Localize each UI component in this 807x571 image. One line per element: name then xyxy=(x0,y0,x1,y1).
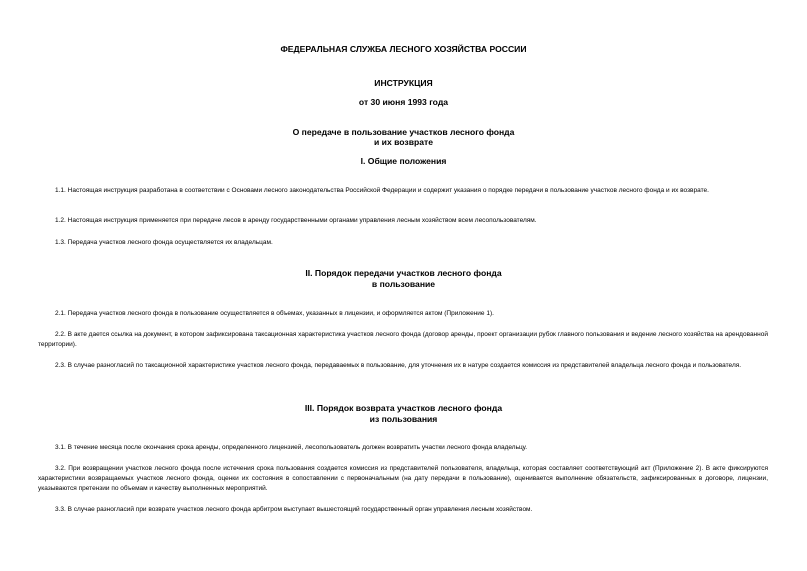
paragraph-1-3: 1.3. Передача участков лесного фонда осуществляется их владельцам. xyxy=(55,239,273,246)
paragraph-3-1: 3.1. В течение месяца после окончания срока аренды, определенного лицензией, лесопользователь должен возвратить участки лесного фонда владельцу. xyxy=(55,444,528,451)
agency-name: ФЕДЕРАЛЬНАЯ СЛУЖБА ЛЕСНОГО ХОЗЯЙСТВА РОССИИ xyxy=(280,44,527,54)
paragraph-3-2: 3.2. При возвращении участков лесного фонда после истечения срока пользования создается комиссия из представителей пользователя, владельца, которая составляет соответствующий акт (Приложение 2). В акте фиксируются характеристики возвращаемых участков лесного фонда, оценки их состояния в сопоставлении с первоначальным (на дату передачи в пользование), оценивается выполнение обязательств, зафиксированных в договоре, лицензии, указываются претензии по объемам и качеству выполненных мероприятий. xyxy=(38,465,768,492)
document-type: ИНСТРУКЦИЯ xyxy=(374,78,433,88)
paragraph-1-2: 1.2. Настоящая инструкция применяется при передаче лесов в аренду государственными органами управления лесным хозяйством всем лесопользователям. xyxy=(55,217,537,224)
section-2-heading-line-2: в пользование xyxy=(371,279,436,289)
paragraph-2-1: 2.1. Передача участков лесного фонда в пользование осуществляется в объемах, указанных в лицензии, и оформляется актом (Приложение 1). xyxy=(55,310,494,317)
section-3-heading-line-2: из пользования xyxy=(369,414,438,424)
paragraph-2-3: 2.3. В случае разногласий по таксационной характеристике участков лесного фонда, передаваемых в пользование, для уточнения их в натуре создается комиссия из представителей владельца лесного фонда и пользователя. xyxy=(55,362,742,369)
document-title-line-2: и их возврате xyxy=(374,137,433,147)
paragraph-1-1: 1.1. Настоящая инструкция разработана в соответствии с Основами лесного законодательства Российской Федерации и содержит указания о порядке передачи в пользование участков лесного фонда и их возврате. xyxy=(55,187,709,194)
document-date: от 30 июня 1993 года xyxy=(358,97,449,107)
section-3-heading-line-1: III. Порядок возврата участков лесного фонда xyxy=(304,403,503,413)
paragraph-2-2: 2.2. В акте дается ссылка на документ, в котором зафиксирована таксационная характеристика участков лесного фонда (договор аренды, проект организации рубок главного пользования и ведение лесного хозяйства на арендованной территории). xyxy=(38,331,768,348)
paragraph-3-3: 3.3. В случае разногласий при возврате участков лесного фонда арбитром выступает вышестоящий государственный орган управления лесным хозяйством. xyxy=(55,506,533,513)
document-title-line-1: О передаче в пользование участков лесного фонда xyxy=(292,127,515,137)
section-2-heading-line-1: II. Порядок передачи участков лесного фонда xyxy=(305,268,502,278)
section-1-heading: I. Общие положения xyxy=(360,156,447,166)
